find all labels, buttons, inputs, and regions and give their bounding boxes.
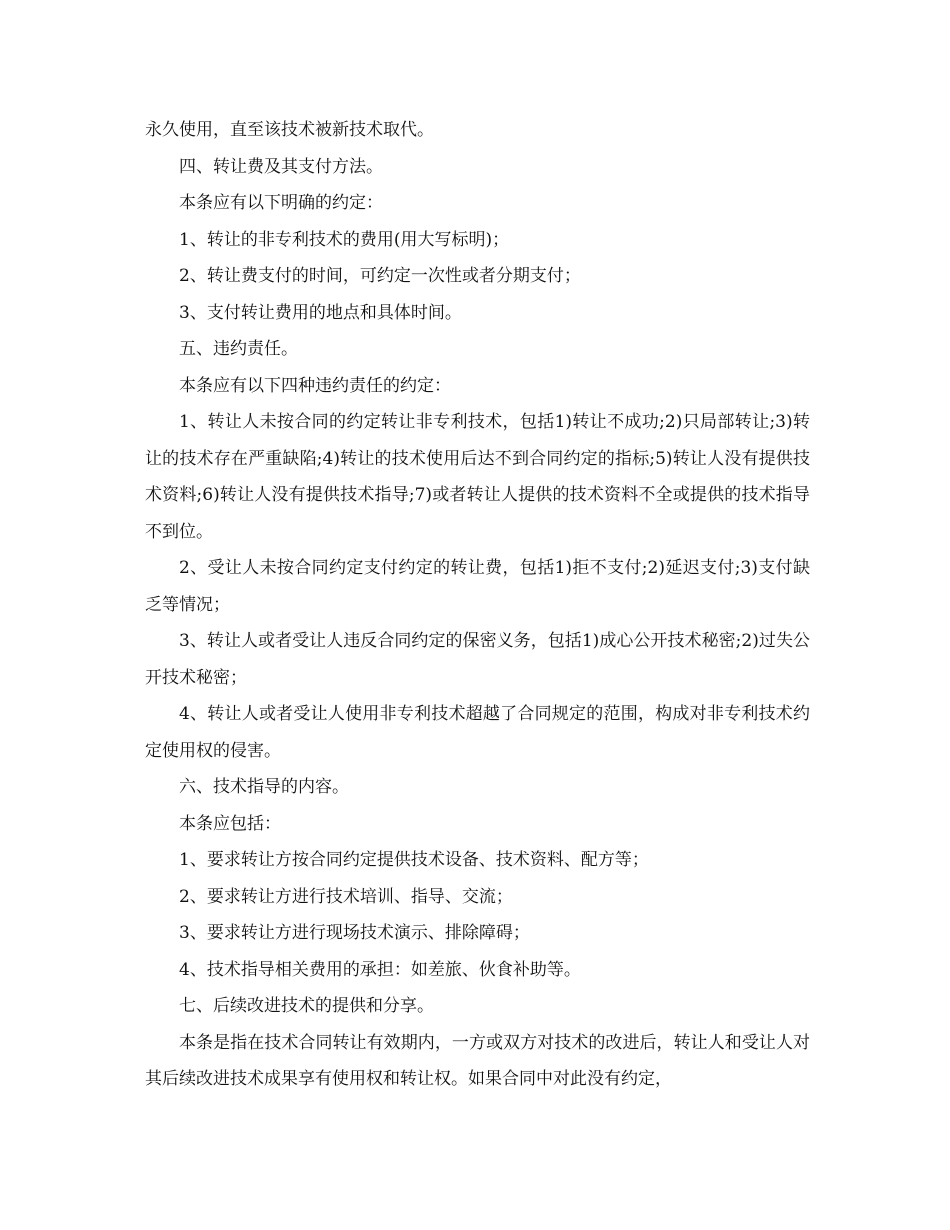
list-item: 2、受让人未按合同约定支付约定的转让费，包括1)拒不支付;2)延迟支付;3)支付缺乏等情况； [145,558,810,615]
list-item: 3、转让人或者受让人违反合同约定的保密义务，包括1)成心公开技术秘密;2)过失公开技术秘密； [145,631,810,688]
list-item: 3、支付转让费用的地点和具体时间。 [179,302,462,323]
list-item: 4、转让人或者受让人使用非专利技术超越了合同规定的范围，构成对非专利技术约定使用权的侵害。 [145,704,810,761]
paragraph: 本条应有以下四种违约责任的约定： [179,375,451,396]
document-body [145,112,810,1098]
list-item: 2、要求转让方进行技术培训、指导、交流； [179,886,513,907]
list-item: 1、要求转让方按合同约定提供技术设备、技术资料、配方等； [179,850,649,870]
section-heading-6: 六、技术指导的内容。 [179,777,349,797]
list-item: 4、技术指导相关费用的承担：如差旅、伙食补助等。 [179,959,581,980]
paragraph: 本条是指在技术合同转让有效期内，一方或双方对技术的改进后，转让人和受让人对其后续改进技术成果享有使用权和转让权。如果合同中对此没有约定， [145,1032,810,1089]
paragraph: 永久使用，直至该技术被新技术取代。 [145,120,434,140]
list-item: 2、转让费支付的时间，可约定一次性或者分期支付； [179,266,581,286]
section-heading-4: 四、转让费及其支付方法。 [179,156,383,177]
section-heading-5: 五、违约责任。 [179,339,298,359]
list-item: 3、要求转让方进行现场技术演示、排除障碍； [179,923,530,943]
section-heading-7: 七、后续改进技术的提供和分享。 [179,996,434,1016]
paragraph: 本条应有以下明确的约定： [179,193,383,213]
paragraph: 本条应包括： [179,813,281,834]
list-item: 1、转让的非专利技术的费用(用大写标明)； [179,229,510,250]
list-item: 1、转让人未按合同的约定转让非专利技术，包括1)转让不成功;2)只局部转让;3)转让的技术存在严重缺陷;4)转让的技术使用后达不到合同约定的指标;5)转让人没有提供技术资料;6)转让人没有提供技术指导;7)或者转让人提供的技术资料不全或提供的技术指导不到位。 [145,412,810,542]
